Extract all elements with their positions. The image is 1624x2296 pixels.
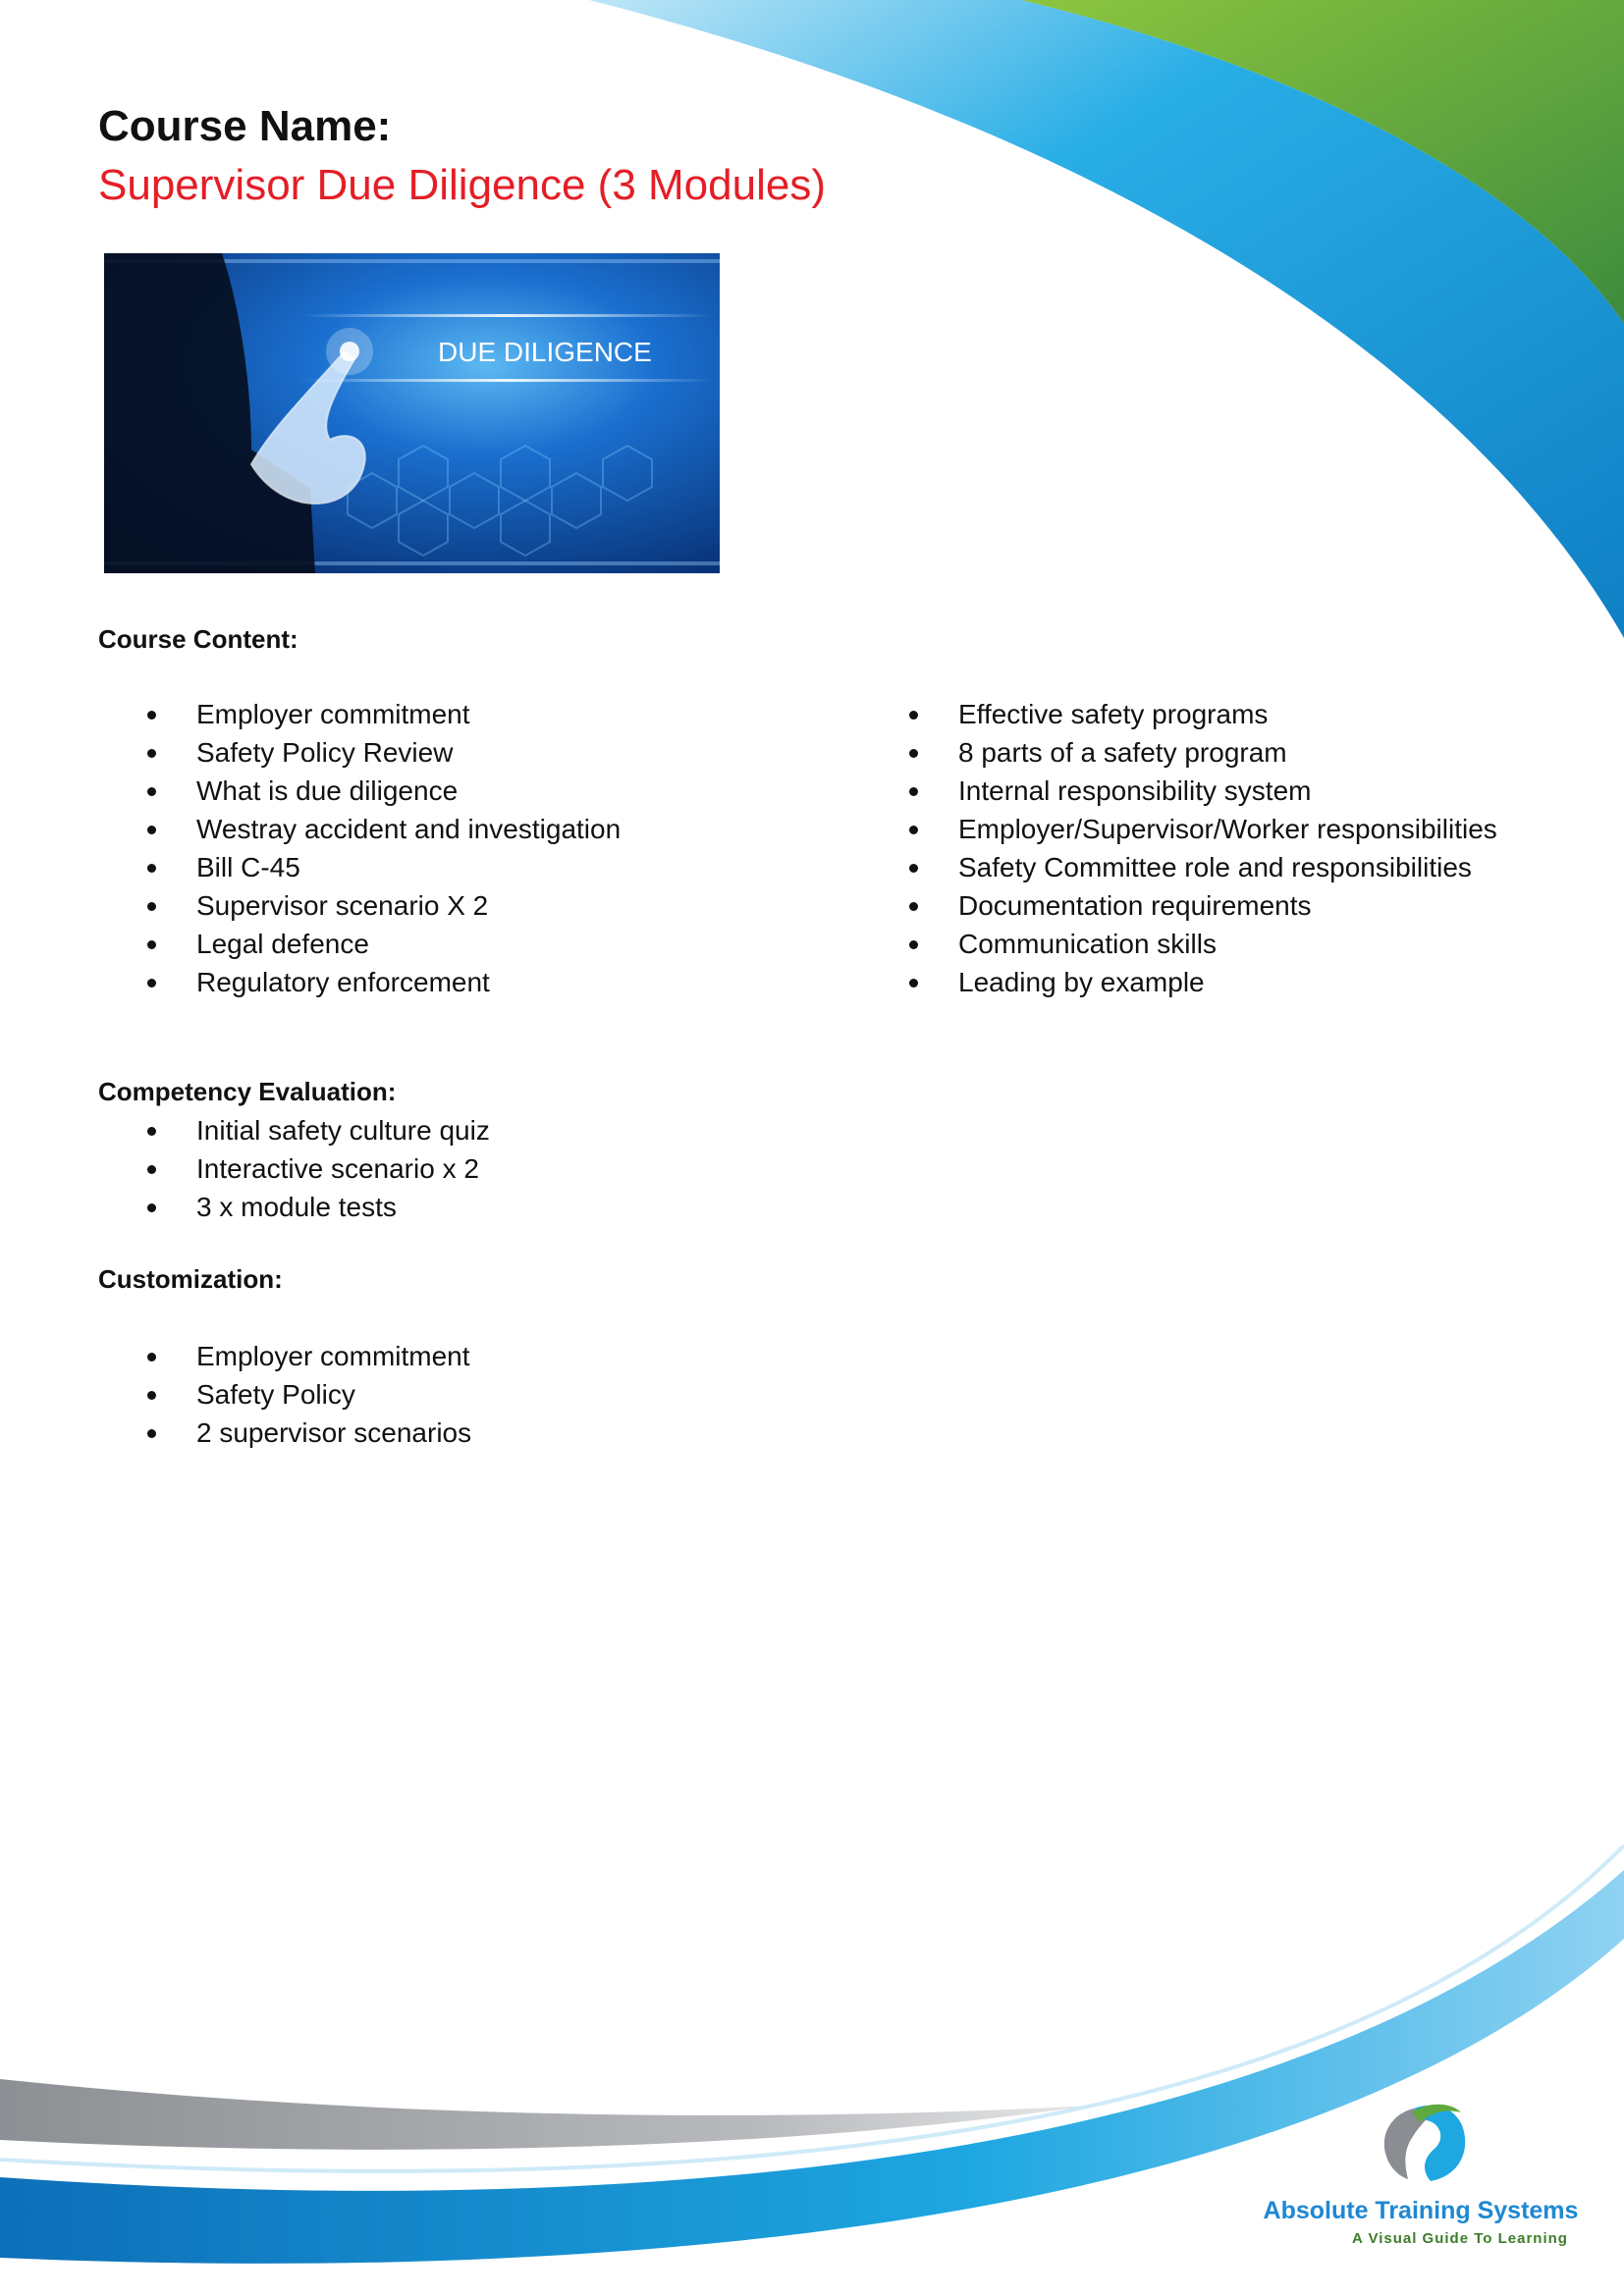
list-item: Safety Committee role and responsibilities — [860, 848, 1497, 886]
competency-evaluation-heading: Competency Evaluation: — [98, 1077, 397, 1106]
list-item: Initial safety culture quiz — [98, 1111, 490, 1149]
list-item: Employer/Supervisor/Worker responsibilities — [860, 810, 1497, 848]
list-item: Communication skills — [860, 925, 1497, 963]
logo-emblem-icon — [1239, 2091, 1602, 2194]
logo-tagline: A Visual Guide To Learning — [1352, 2230, 1568, 2247]
hero-caption: DUE DILIGENCE — [438, 337, 652, 367]
list-item: 2 supervisor scenarios — [98, 1414, 471, 1452]
customization-heading: Customization: — [98, 1264, 283, 1294]
list-item: What is due diligence — [98, 772, 621, 810]
list-item: Westray accident and investigation — [98, 810, 621, 848]
swoosh-gray-bottom — [0, 2079, 1090, 2150]
list-item: 8 parts of a safety program — [860, 733, 1497, 772]
logo-name: Absolute Training Systems — [1263, 2197, 1579, 2224]
list-item: Safety Policy — [98, 1375, 471, 1414]
list-item: Leading by example — [860, 963, 1497, 1001]
list-item: Employer commitment — [98, 695, 621, 733]
course-content-heading: Course Content: — [98, 624, 298, 654]
course-name-label: Course Name: — [98, 102, 392, 150]
list-item: 3 x module tests — [98, 1188, 490, 1226]
list-item: Regulatory enforcement — [98, 963, 621, 1001]
customization-list — [98, 1337, 471, 1452]
list-item: Interactive scenario x 2 — [98, 1149, 490, 1188]
company-logo — [1239, 2091, 1602, 2248]
course-content-list-left — [98, 695, 621, 1001]
list-item: Effective safety programs — [860, 695, 1497, 733]
hero-image — [104, 253, 720, 573]
list-item: Safety Policy Review — [98, 733, 621, 772]
list-item: Internal responsibility system — [860, 772, 1497, 810]
list-item: Legal defence — [98, 925, 621, 963]
list-item: Supervisor scenario X 2 — [98, 886, 621, 925]
list-item: Bill C-45 — [98, 848, 621, 886]
list-item: Employer commitment — [98, 1337, 471, 1375]
course-content-list-right — [860, 695, 1497, 1001]
course-title: Supervisor Due Diligence (3 Modules) — [98, 161, 826, 209]
competency-evaluation-list — [98, 1111, 490, 1226]
list-item: Documentation requirements — [860, 886, 1497, 925]
